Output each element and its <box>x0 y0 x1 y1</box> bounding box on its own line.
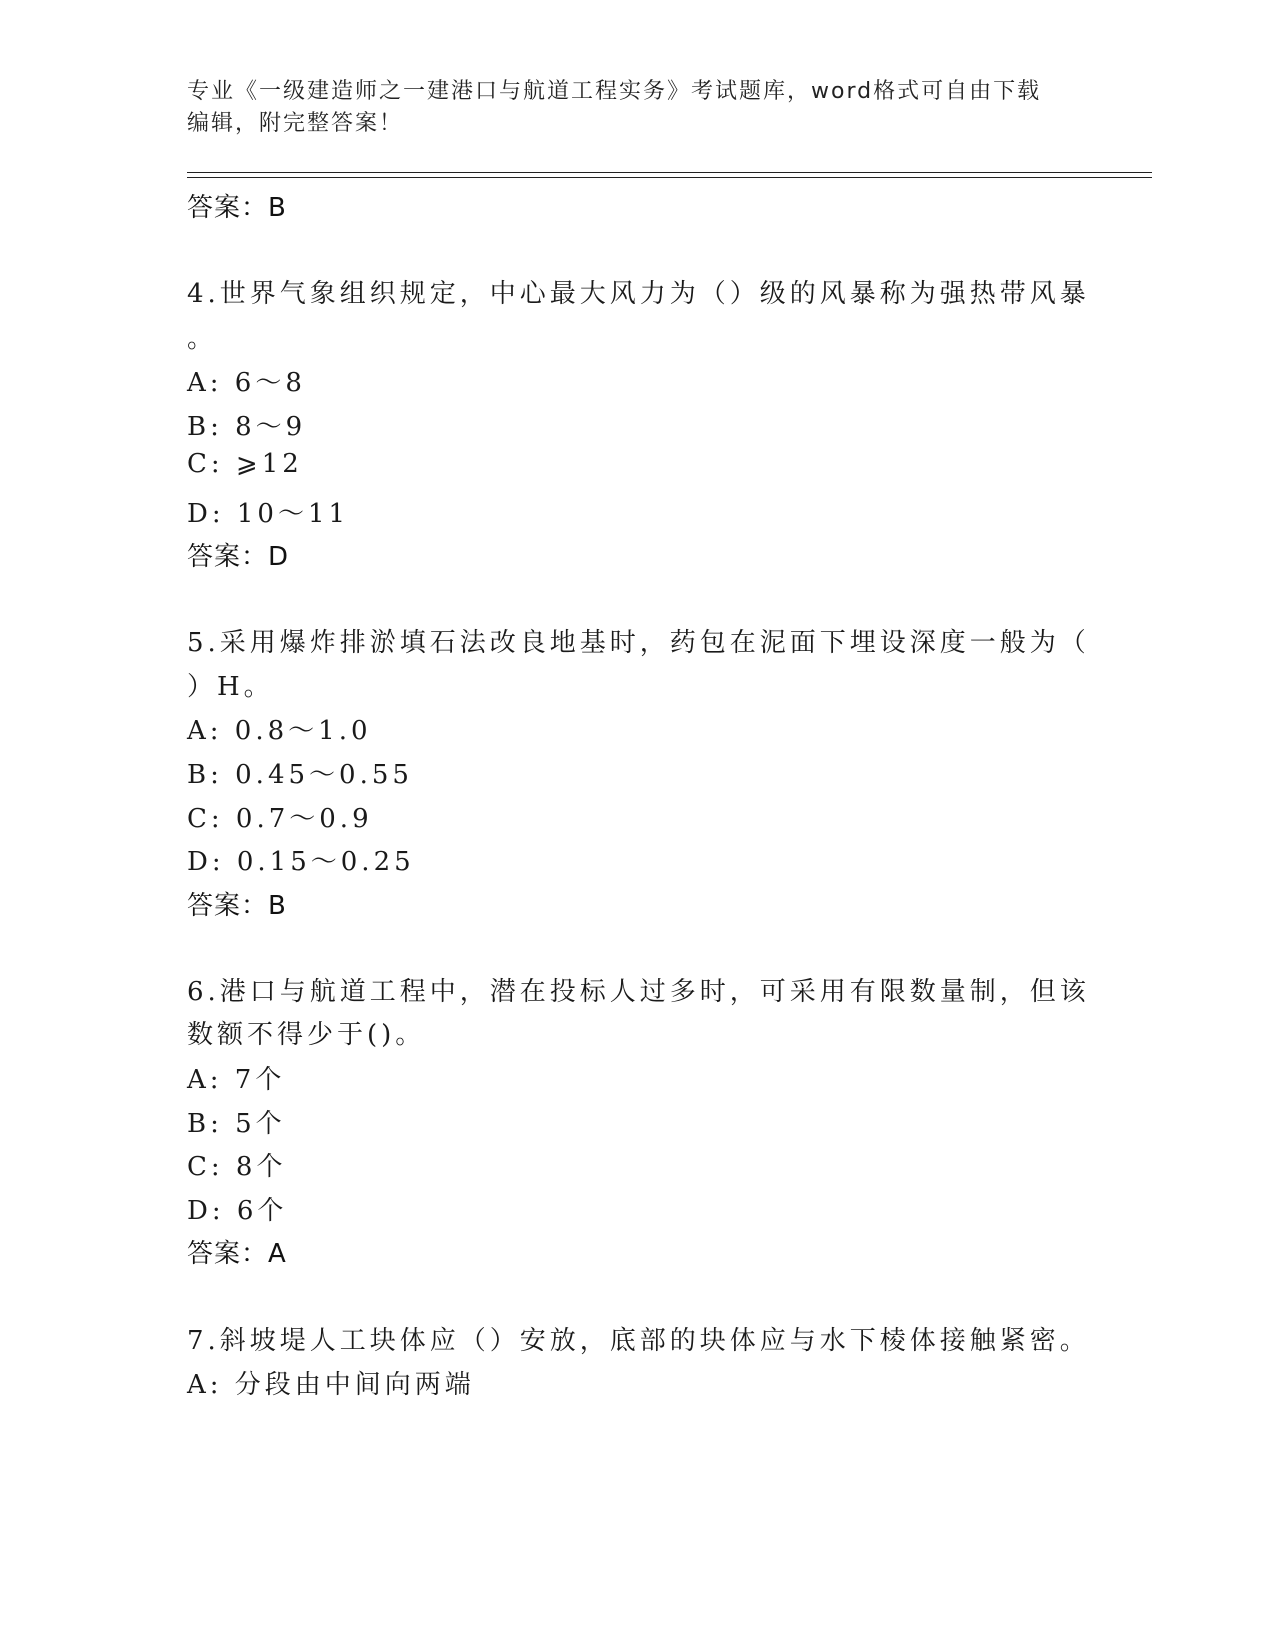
question-5-text: 5.采用爆炸排淤填石法改良地基时，药包在泥面下埋设深度一般为（ <box>187 628 1090 658</box>
question-5-option-c: C: 0.7～0.9 <box>187 804 373 834</box>
answer-q3: 答案：B <box>187 193 287 223</box>
header-divider-top <box>187 172 1152 173</box>
question-4-option-d: D: 10～11 <box>187 499 350 529</box>
question-7-text: 7.斜坡堤人工块体应（）安放，底部的块体应与水下棱体接触紧密。 <box>187 1326 1090 1356</box>
question-6-option-d: D: 6个 <box>187 1196 288 1226</box>
question-4-option-c: C: ⩾12 <box>187 449 303 479</box>
answer-q5: 答案：B <box>187 891 287 921</box>
header-divider-bottom <box>187 177 1152 178</box>
question-6-option-c: C: 8个 <box>187 1152 287 1182</box>
question-6-text-cont: 数额不得少于()。 <box>187 1020 426 1050</box>
question-4-option-b: B: 8～9 <box>187 412 307 442</box>
document-header-line-1: 专业《一级建造师之一建港口与航道工程实务》考试题库，word格式可自由下载 <box>187 79 1042 104</box>
question-6-text: 6.港口与航道工程中，潜在投标人过多时，可采用有限数量制，但该 <box>187 977 1090 1007</box>
question-7-option-a: A: 分段由中间向两端 <box>187 1370 475 1400</box>
question-4-text: 4.世界气象组织规定，中心最大风力为（）级的风暴称为强热带风暴 <box>187 279 1090 309</box>
document-header-line-2: 编辑，附完整答案！ <box>187 111 404 136</box>
answer-q4: 答案：D <box>187 542 290 572</box>
question-6-option-b: B: 5个 <box>187 1109 286 1139</box>
question-4-option-a: A: 6～8 <box>187 368 306 398</box>
answer-q6: 答案：A <box>187 1239 287 1269</box>
question-5-option-a: A: 0.8～1.0 <box>187 716 372 746</box>
question-4-text-cont: 。 <box>187 324 218 354</box>
question-5-option-b: B: 0.45～0.55 <box>187 760 413 790</box>
question-5-text-cont: ）H。 <box>187 672 274 702</box>
question-5-option-d: D: 0.15～0.25 <box>187 847 415 877</box>
question-6-option-a: A: 7个 <box>187 1065 286 1095</box>
